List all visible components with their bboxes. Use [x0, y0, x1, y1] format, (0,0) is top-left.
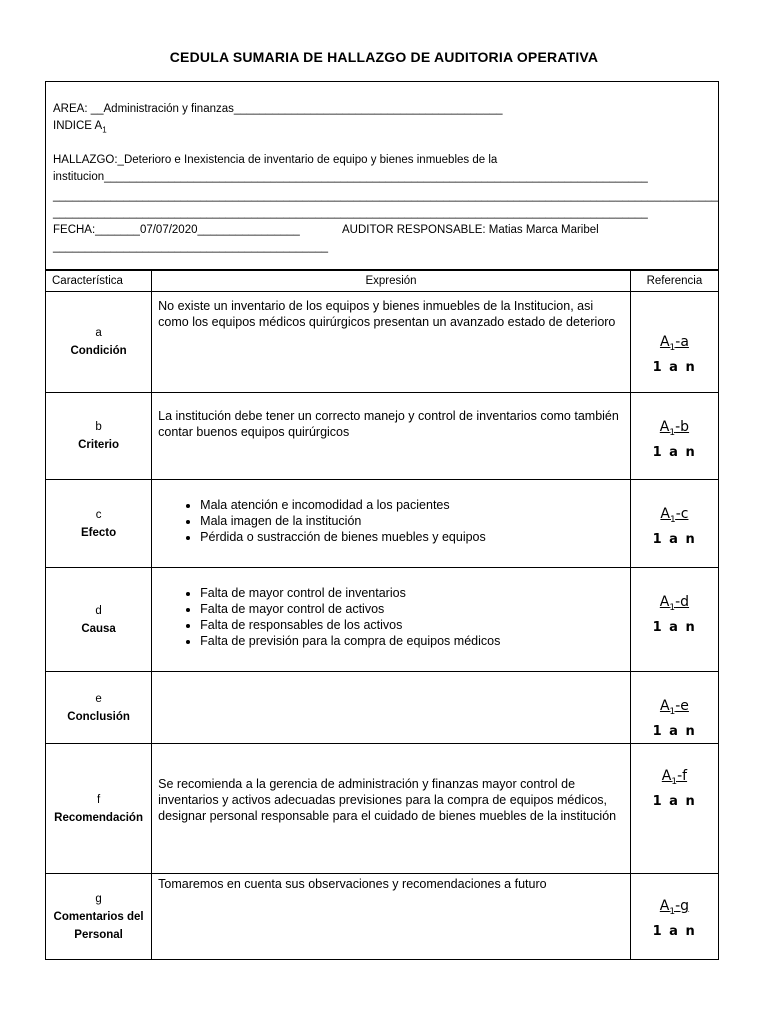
- list-item: • Falta de previsión para la compra de equipos médicos: [200, 633, 624, 649]
- reference-note: 1 a n: [652, 723, 697, 739]
- table-row: [46, 874, 719, 960]
- characteristic-cell: [46, 568, 152, 672]
- reference-note: 1 a n: [652, 619, 697, 635]
- hallazgo-line-2: institucion_____________________________________________________________________________________: [53, 171, 648, 183]
- indice-sub: 1: [102, 125, 107, 135]
- expression-cell: [152, 480, 631, 568]
- reference-code: $A_1-a$: [659, 334, 689, 353]
- blank-line-1: ________________________________________________________________________________________________________: [53, 190, 719, 202]
- list-item: • Mala atención e incomodidad a los pacientes: [200, 497, 624, 513]
- characteristic-cell: [46, 292, 152, 393]
- row-letter: c: [95, 508, 102, 521]
- expression-text: Tomaremos en cuenta sus observaciones y recomendaciones a futuro: [158, 877, 547, 891]
- reference-note: 1 a n: [652, 531, 697, 547]
- characteristic-cell: [46, 393, 152, 480]
- list-item: • Pérdida o sustracción de bienes muebles y equipos: [200, 529, 624, 545]
- reference-code: $A_1-e$: [659, 698, 689, 717]
- table-row: [46, 568, 719, 672]
- characteristic-cell: [46, 874, 152, 960]
- expression-text: Se recomienda a la gerencia de administración y finanzas mayor control de inventarios y activos adecuadas previsiones para la compra de equipos médicos, designar personal responsable para el cuidado de bienes muebles de la institución: [158, 777, 617, 823]
- expression-cell: [152, 744, 631, 874]
- table-row: [46, 672, 719, 744]
- indice-label: INDICE A: [53, 120, 103, 132]
- reference-note: 1 a n: [652, 359, 697, 375]
- row-letter: e: [95, 692, 102, 705]
- row-name: Conclusión: [67, 710, 130, 723]
- reference-code: $A_1-c$: [660, 506, 689, 525]
- expression-cell: [152, 874, 631, 960]
- reference-cell: [630, 393, 718, 480]
- row-letter: g: [95, 892, 102, 905]
- header-box: [45, 81, 719, 270]
- findings-table: [45, 270, 719, 960]
- table-row: [46, 393, 719, 480]
- row-name: Condición: [70, 345, 127, 357]
- reference-note: 1 a n: [652, 444, 697, 460]
- reference-code: $A_1-g$: [659, 898, 690, 917]
- reference-code: $A_1-b$: [659, 419, 690, 438]
- reference-cell: [630, 568, 718, 672]
- row-letter: d: [95, 604, 102, 617]
- header-referencia: Referencia: [630, 271, 718, 292]
- reference-note: 1 a n: [652, 793, 697, 809]
- expression-cell: [152, 393, 631, 480]
- blank-line-3: ___________________________________________: [53, 241, 329, 253]
- expression-cell: [152, 672, 631, 744]
- header-expresion: Expresión: [152, 271, 631, 292]
- table-row: [46, 480, 719, 568]
- reference-cell: [630, 480, 718, 568]
- row-letter: f: [96, 793, 101, 806]
- blank-line-2: _____________________________________________________________________________________________: [53, 207, 648, 219]
- expression-cell: [152, 292, 631, 393]
- row-name: Comentarios del Personal: [53, 910, 144, 941]
- row-letter: a: [95, 327, 102, 339]
- reference-cell: [630, 292, 718, 393]
- indice-line: [53, 119, 107, 137]
- bullet-list: [158, 585, 624, 649]
- table-row: [46, 292, 719, 393]
- hallazgo-line-1: HALLAZGO:_Deterioro e Inexistencia de inventario de equipo y bienes inmuebles de la: [53, 154, 498, 166]
- header-caracteristica: Característica: [46, 271, 152, 292]
- characteristic-cell: [46, 672, 152, 744]
- area-line: AREA: __Administración y finanzas__________________________________________: [53, 103, 503, 115]
- characteristic-cell: [46, 480, 152, 568]
- table-header-row: [46, 271, 719, 292]
- row-name: Efecto: [81, 526, 117, 539]
- expression-cell: [152, 568, 631, 672]
- reference-note: 1 a n: [652, 923, 697, 939]
- expression-text: La institución debe tener un correcto manejo y control de inventarios como también contar buenos equipos quirúrgicos: [158, 409, 619, 439]
- row-name: Recomendación: [54, 811, 143, 824]
- reference-cell: [630, 672, 718, 744]
- reference-cell: [630, 744, 718, 874]
- reference-code: $A_1-d$: [659, 594, 690, 613]
- row-name: Criterio: [78, 439, 120, 451]
- document-title: CEDULA SUMARIA DE HALLAZGO DE AUDITORIA OPERATIVA: [169, 49, 599, 65]
- expression-text: No existe un inventario de los equipos y bienes inmuebles de la Institucion, asi como los equipos médicos quirúrgicos presentan un avanzado estado de deterioro: [158, 299, 616, 329]
- reference-code: $A_1-f$: [661, 768, 688, 787]
- fecha-line: FECHA:_______07/07/2020________________: [53, 224, 300, 236]
- characteristic-cell: [46, 744, 152, 874]
- list-item: • Mala imagen de la institución: [200, 513, 624, 529]
- row-letter: b: [95, 421, 102, 433]
- auditor-line: AUDITOR RESPONSABLE: Matias Marca Maribel: [342, 224, 599, 236]
- list-item: • Falta de mayor control de inventarios: [200, 585, 624, 601]
- list-item: • Falta de mayor control de activos: [200, 601, 624, 617]
- bullet-list: [158, 497, 624, 545]
- reference-cell: [630, 874, 718, 960]
- table-row: [46, 744, 719, 874]
- list-item: • Falta de responsables de los activos: [200, 617, 624, 633]
- row-name: Causa: [81, 622, 116, 635]
